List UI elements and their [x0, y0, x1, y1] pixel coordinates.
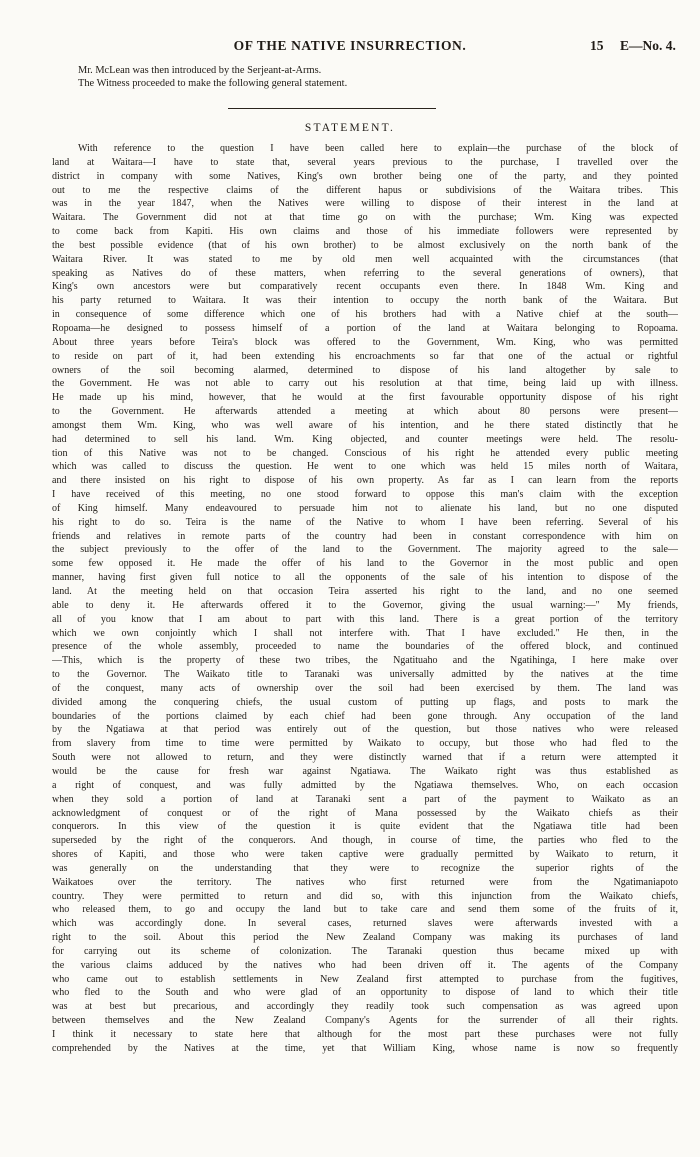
- statement-line: which we own conjointly which I shall not interfere with. That I have excluded." He then, in the: [52, 627, 678, 639]
- statement-line: his party returned to Waitara. It was their intention to occupy the north bank of the Waitara. But: [52, 295, 678, 307]
- statement-line: for carrying out its scheme of colonization. The Taranaki question thus became mixed up with: [52, 945, 678, 957]
- statement-line: manner, having first given full notice to all the opponents of the sale of his intention to dispose of the: [52, 572, 678, 584]
- statement-line: out to me the respective claims of the different hapus or subdivisions of the Waitara tribes. This: [52, 184, 678, 196]
- statement-line: some few opposed it. He made the offer of his land to the Governor in the most public and open: [52, 558, 678, 570]
- statement-line: Waitara. The Government did not at that time go on with the purchase; Wm. King was expected: [52, 212, 678, 224]
- statement-line: speaking as Natives do of these matters, when referring to the several generations of owners), that: [52, 267, 678, 279]
- statement-line: between themselves and the New Zealand Company's Agents for the surrender of all their rights.: [52, 1015, 678, 1027]
- intro-block: [78, 64, 678, 91]
- statement-line: would be the cause for fresh war against Ngatiawa. The Waikato right was thus established as: [52, 765, 678, 777]
- statement-line: had determined to sell his land. Wm. King objected, and counter meetings were held. The resolu-: [52, 433, 678, 445]
- statement-line: to the Governor. The Waikato title to Taranaki was universally admitted by the natives at the time: [52, 669, 678, 681]
- statement-line: superseded by the right of the conquerors. And though, in course of time, the parties who fled to the: [52, 835, 678, 847]
- statement-line: I have received of this meeting, no one stood forward to oppose this man's claim with the exception: [52, 489, 678, 501]
- statement-line: right to the soil. About this period the New Zealand Company was making its purchases of land: [52, 932, 678, 944]
- statement-line: He made up his mind, however, that he would at the first favourable opportunity dispose of his right: [52, 392, 678, 404]
- statement-body: [52, 142, 678, 1056]
- statement-line: shores of Kapiti, and those who were taken captive were gradually permitted by Waikato to return, it: [52, 849, 678, 861]
- statement-line: from slavery from time to time were permitted by Waikato to occupy, but those who had fled to the: [52, 738, 678, 750]
- statement-line: divided among the conquering chiefs, the usual custom of putting up flags, and posts to mark the: [52, 696, 678, 708]
- statement-line: boundaries of the portions claimed by each chief had been gone through. Any occupation of the land: [52, 710, 678, 722]
- statement-line: who released them, to go and occupy the land but to take care and send them some of the fruits of it,: [52, 904, 678, 916]
- running-title: OF THE NATIVE INSURRECTION.: [233, 38, 467, 53]
- statement-line: the various claims adduced by the natives who had been driven off it. The agents of the Company: [52, 959, 678, 971]
- statement-line: presence of the whole assembly, proceeded to name the boundaries of the offered block, and continued: [52, 641, 678, 653]
- statement-line: which was accordingly done. In several cases, returned slaves were afterwards invested with a: [52, 918, 678, 930]
- statement-line: South were not allowed to return, and they were distinctly warned that if a return were attempted it: [52, 752, 678, 764]
- intro-line: Mr. McLean was then introduced by the Serjeant-at-Arms.: [78, 65, 322, 76]
- statement-line: acknowledgment of conquest or of the right of Mana possessed by the Waikato chiefs as their: [52, 807, 678, 819]
- statement-line: of King himself. Many endeavoured to persuade him not to alienate his land, but no one disputed: [52, 502, 678, 514]
- statement-line: comprehended by the Natives at the time, yet that William King, whose name is now so frequently: [52, 1042, 678, 1054]
- statement-line: a right of conquest, and was fully admitted by the Ngatiawa themselves. Who, on each occasion: [52, 779, 678, 791]
- statement-line: Ropoama—he designed to possess himself of a portion of the land at Waitara belonging to Ropoama.: [52, 322, 678, 334]
- statement-line: King's own ancestors were but comparatively recent occupants even there. In 1848 Wm. King and: [52, 281, 678, 293]
- statement-line: tion of this Native was not to be changed. Conscious of his right he attended every public meeting: [52, 447, 678, 459]
- statement-line: Waikatoes over the territory. The natives who first returned were from the Ngatimaniapoto: [52, 876, 678, 888]
- statement-line: I think it necessary to state here that although for the most part these purchases were not fully: [52, 1029, 678, 1040]
- statement-line: his right to do so. Teira is the name of the Native to whom I have been referring. Several of his: [52, 516, 678, 528]
- statement-line: by the Ngatiawa at that period was entirely out of the question, but those natives who were released: [52, 724, 678, 736]
- statement-line: and there insisted on his right to dispose of his own property. As far as I can learn from the reports: [52, 475, 678, 487]
- statement-line: who came out to establish settlements in New Zealand first attempted to purchase from the fugitives,: [52, 973, 678, 985]
- statement-line: —This, which is the property of these two tribes, the Ngatituaho and the Ngatihinga, I here make over: [52, 655, 678, 667]
- statement-line: was generally on the understanding that they were to recognize the superior rights of the: [52, 862, 678, 874]
- statement-line: conquerors. In this view of the question it is quite evident that the Ngatiawa title had been: [52, 821, 678, 833]
- statement-line: About three years before Teira's block was offered to the Government, Wm. King, who was permitted: [52, 336, 678, 348]
- statement-line: Waitara River. It was stated to me by old men well acquainted with the circumstances (that: [52, 253, 678, 265]
- statement-line: able to deny it. He afterwards offered it to the Governor, giving the usual warning:—" My friends,: [52, 599, 678, 611]
- statement-line: land at Waitara—I have to state that, several years previous to the purchase, I travelled over the: [52, 156, 678, 168]
- statement-line: the best possible evidence (that of his own brother) to be almost exclusively on the north bank of the: [52, 239, 678, 251]
- statement-line: friends and relatives in remote parts of the country had been in constant correspondence with him on: [52, 530, 678, 542]
- statement-line: all of you know that I am about to part with this land. There is a great portion of the territory: [52, 613, 678, 625]
- page-number: 15: [590, 38, 604, 53]
- statement-line: district in company with some Natives, King's own brother being one of the party, and they pointed: [52, 170, 678, 182]
- statement-line: was at best but precarious, and accordingly they readily took such compensation as was agreed upon: [52, 1001, 678, 1013]
- statement-line: when they sold a portion of land at Taranaki sent a part of the payment to Waikato as an: [52, 793, 678, 805]
- statement-line: the Government. He was not able to carry out his resolution at that time, being laid up with illness.: [52, 378, 678, 390]
- statement-line: the subject previously to the offer of the land to the Government. The majority agreed to the sale—: [52, 544, 678, 556]
- statement-line: to the Government. He afterwards attended a meeting at which about 80 persons were present—: [52, 406, 678, 418]
- statement-line: of the conquest, many acts of ownership over the soil had been exercised by them. The land was: [52, 682, 678, 694]
- statement-line: which was called to discuss the question. He went to one which was held 15 miles north of Waitara,: [52, 461, 678, 473]
- statement-line: to reside on part of it, had been extending his encroachments so far that one of the actual or rightful: [52, 350, 678, 362]
- intro-line: The Witness proceeded to make the following general statement.: [78, 78, 348, 90]
- section-heading: STATEMENT.: [304, 122, 396, 134]
- section-divider: [228, 108, 436, 109]
- paper-reference: E—No. 4.: [620, 38, 676, 53]
- statement-line: was in the year 1847, when the Natives were willing to dispose of their interest in the land at: [52, 198, 678, 210]
- statement-line: With reference to the question I have been called here to explain—the purchase of the block of: [78, 143, 678, 154]
- statement-line: land. At the meeting held on that occasion Teira asserted his right to the land, and no one seemed: [52, 586, 678, 597]
- statement-line: who fled to the South and who were glad of an opportunity to dispose of land to which their title: [52, 987, 678, 999]
- statement-line: owners of the soil becoming alarmed, determined to dispose of his land altogether by sale to: [52, 364, 678, 376]
- statement-line: to come back from Kapiti. His own claims and those of his immediate followers were represented by: [52, 226, 678, 238]
- statement-line: country. They were permitted to return and did so, with this injunction from the Waikato chiefs,: [52, 890, 678, 902]
- statement-line: in consequence of some difference which one of his brothers had with a Native chief at the south—: [52, 309, 678, 321]
- statement-line: amongst them Wm. King, who was well aware of his intention, and he there stated distinctly that he: [52, 419, 678, 431]
